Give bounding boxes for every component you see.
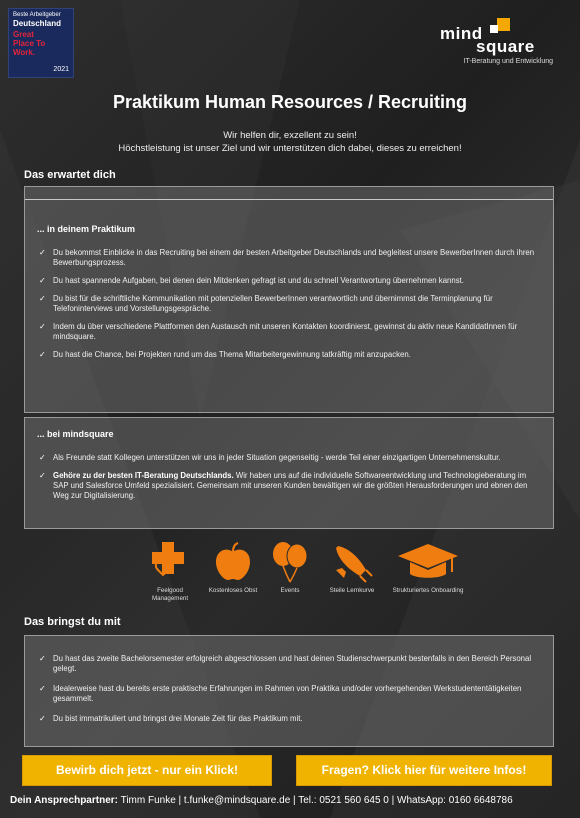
intro-line2: Höchstleistung ist unser Ziel und wir unterstützen dich dabei, dieses zu erreichen! (118, 143, 462, 154)
list-item (39, 471, 539, 501)
graduation-cap-icon (396, 540, 460, 584)
list-item: ✓ Du hast die Chance, bei Projekten rund um das Thema Mitarbeitergewinnung tatkräftig mit anzupacken. (39, 350, 539, 360)
section-heading-bring: Das bringst du mit (24, 616, 121, 628)
intro-text (0, 129, 580, 155)
list-item: ✓ Als Freunde statt Kollegen unterstützen wir uns in jeder Situation gegenseitig - werde Teil einer einzigartigen Unternehmenskultur. (39, 453, 539, 463)
benefit-onboarding (388, 540, 468, 595)
great-place-to-work-badge (8, 8, 74, 78)
rocket-icon (330, 540, 374, 584)
benefit-label: Events (280, 587, 300, 594)
list-item: ✓ Du bekommst Einblicke in das Recruiting bei einem der besten Arbeitgeber Deutschlands und begleitest unsere BewerberInnen durch ihren Bewerbungsprozess. (39, 248, 539, 268)
benefit-events (260, 540, 320, 595)
list-item: ✓ Du bist für die schriftliche Kommunikation mit potenziellen BewerberInnen verantwortlich und übernimmst die Terminplanung für Telefoninterviews und Vorstellungsgespräche. (39, 294, 539, 314)
badge-year: 2021 (53, 66, 69, 73)
balloons-icon (268, 540, 312, 584)
list-item: ✓ Du bist immatrikuliert und bringst drei Monate Zeit für das Praktikum mit. (39, 714, 539, 724)
mindsquare-heading: ... bei mindsquare (37, 429, 114, 439)
logo-word-mind: mind (440, 24, 483, 43)
requirements-box (24, 635, 554, 747)
badge-line1: Beste Arbeitgeber (13, 12, 61, 18)
list-item: ✓ Du hast das zweite Bachelorsemester erfolgreich abgeschlossen und hast deinen Studienschwerpunkt bestenfalls in den Bereich Personal gelegt. (39, 654, 539, 674)
badge-line3: Great Place To Work. (13, 30, 46, 57)
badge-line2: Deutschland (13, 19, 62, 28)
section-heading-expect: Das erwartet dich (24, 169, 116, 181)
logo-square-icon (497, 18, 510, 31)
logo-word-square: square (476, 37, 535, 56)
heart-plus-icon (148, 540, 192, 584)
mindsquare-logo[interactable] (440, 18, 553, 68)
benefit-label: Steile Lernkurve (329, 587, 375, 594)
list-item: ✓ Du hast spannende Aufgaben, bei denen dein Mitdenken gefragt ist und du schnell Verantwortung übernehmen kannst. (39, 276, 539, 286)
logo-small-square-icon (490, 25, 498, 33)
praktikum-box (24, 186, 554, 413)
apply-button[interactable]: Bewirb dich jetzt - nur ein Klick! (22, 755, 272, 786)
info-button[interactable]: Fragen? Klick hier für weitere Infos! (296, 755, 552, 786)
benefit-label: Strukturiertes Onboarding (392, 587, 464, 594)
praktikum-heading: ... in deinem Praktikum (37, 224, 136, 234)
praktikum-list (39, 248, 539, 360)
requirements-list (39, 654, 539, 724)
list-item: ✓ Indem du über verschiedene Plattformen den Austausch mit unseren Kontakten koordinierst, gewinnst du aktiv neue KandidatInnen für mindsquare. (39, 322, 539, 342)
benefit-label: Feelgood Management (151, 587, 189, 602)
box-divider (25, 199, 553, 200)
contact-footer (10, 795, 513, 806)
mindsquare-list (39, 453, 539, 501)
benefit-learning (322, 540, 382, 595)
list-item-text: Wir haben uns auf die individuelle Softwareentwicklung und Technologieberatung im SAP und Salesforce Umfeld spezialisiert. Gemeinsam mit unseren Kunden bewältigen wir die größten Herausforderungen und ebnen den Weg zur Digitalisierung. (53, 471, 528, 500)
logo-tagline: IT-Beratung und Entwicklung (463, 58, 553, 65)
contact-label: Dein Ansprechpartner: (10, 795, 118, 806)
list-item: ✓ Idealerweise hast du bereits erste praktische Erfahrungen im Rahmen von Praktika und/oder vorhergehenden Werkstudententätigkeiten gesammelt. (39, 684, 539, 704)
benefit-label: Kostenloses Obst (208, 587, 258, 594)
intro-line1: Wir helfen dir, exzellent zu sein! (223, 130, 357, 141)
contact-details[interactable]: Timm Funke | t.funke@mindsquare.de | Tel.: 0521 560 645 0 | WhatsApp: 0160 6648786 (117, 795, 513, 806)
apple-icon (211, 540, 255, 584)
list-item-bold: Gehöre zu der besten IT-Beratung Deutschlands. (53, 471, 234, 480)
benefit-fruit (203, 540, 263, 595)
benefits-row (150, 540, 470, 610)
mindsquare-box (24, 417, 554, 529)
page-title: Praktikum Human Resources / Recruiting (112, 92, 468, 112)
benefit-feelgood (140, 540, 200, 603)
